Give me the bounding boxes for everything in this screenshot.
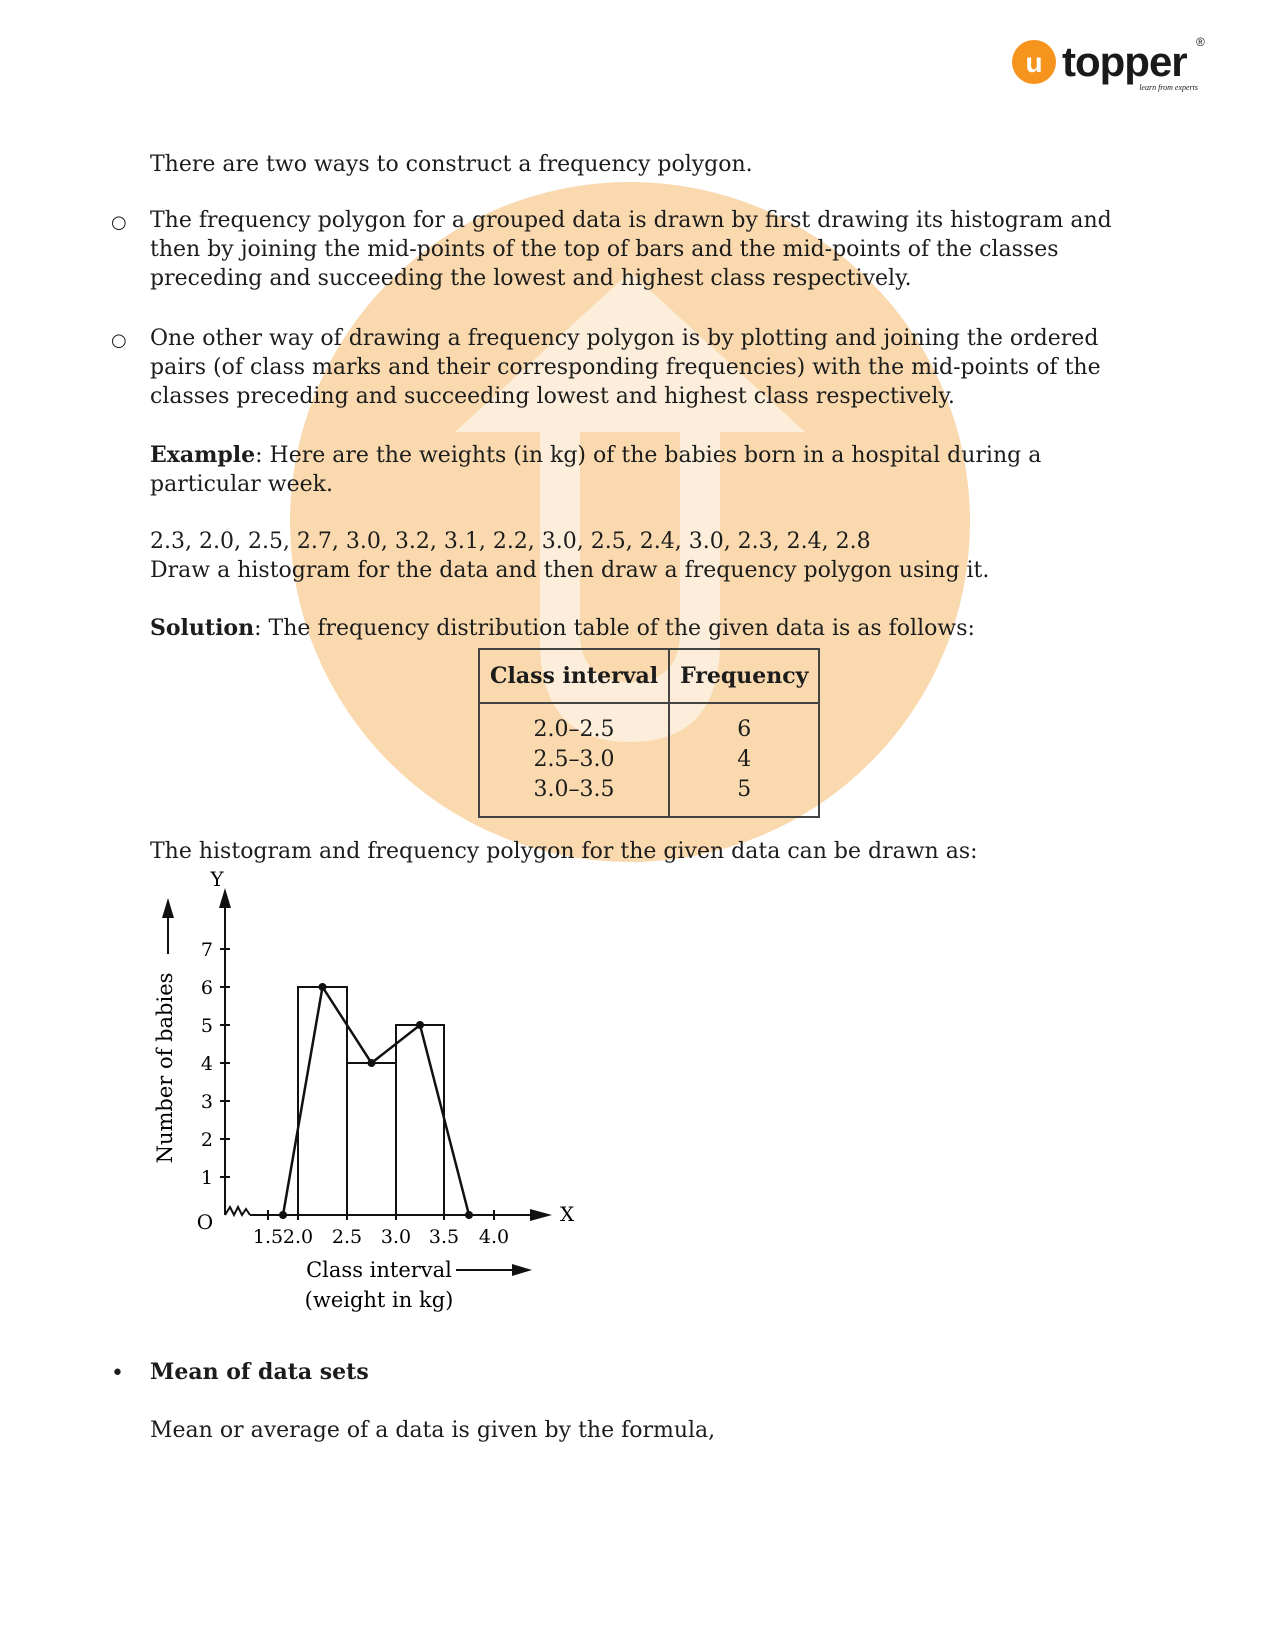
frequency-cell: 6 <box>737 717 752 742</box>
x-tick-label: 2.5 <box>331 1226 363 1248</box>
x-axis-sublabel: (weight in kg) <box>304 1288 454 1312</box>
solution-label: Solution <box>150 615 255 641</box>
y-tick-label: 5 <box>200 1015 213 1037</box>
x-axis-label: Class interval <box>306 1258 452 1282</box>
mean-text: Mean or average of a data is given by the formula, <box>150 1418 716 1443</box>
table-row <box>479 703 819 817</box>
way-one-text: The frequency polygon for a grouped data is drawn by first drawing its histogram and then by joining the mid-points of the top of bars and the mid-points of the classes preceding and succeeding the lowest and highest class respectively. <box>150 208 1112 291</box>
brand-mark-letter: u <box>1025 47 1043 78</box>
interval-cell: 2.5–3.0 <box>533 747 615 772</box>
polygon-point <box>465 1211 473 1219</box>
polygon-point <box>319 983 327 991</box>
y-tick-label: 1 <box>200 1167 213 1189</box>
x-tick-label: 3.5 <box>428 1226 460 1248</box>
data-values: 2.3, 2.0, 2.5, 2.7, 3.0, 3.2, 3.1, 2.2, 3.0, 2.5, 2.4, 3.0, 2.3, 2.4, 2.8 <box>150 529 871 554</box>
y-tick-label: 4 <box>200 1053 213 1075</box>
table-cell-frequencies <box>669 703 819 817</box>
y-tick-label: 2 <box>200 1129 213 1151</box>
histogram-chart <box>150 870 610 1340</box>
circle-bullet-icon: ○ <box>111 212 127 233</box>
brand-registered: ® <box>1196 35 1205 49</box>
origin-label: O <box>196 1210 214 1234</box>
y-axis-label: Number of babies <box>153 972 177 1164</box>
y-label-arrow-icon <box>162 898 174 918</box>
interval-cell: 2.0–2.5 <box>533 717 615 742</box>
polygon-point <box>368 1059 376 1067</box>
mean-heading <box>150 1358 369 1387</box>
brand-tagline: learn from experts <box>1139 83 1198 92</box>
table-cell-intervals <box>479 703 669 817</box>
y-tick-label: 6 <box>200 977 213 999</box>
y-axis-arrow-icon <box>219 888 231 908</box>
y-tick-label: 3 <box>200 1091 213 1113</box>
table-header-frequency: Frequency <box>669 649 819 703</box>
y-tick-label: 7 <box>200 939 213 961</box>
interval-cell: 3.0–3.5 <box>533 777 615 802</box>
mean-heading-text: Mean of data sets <box>150 1359 369 1385</box>
x-tick-label: 4.0 <box>478 1226 510 1248</box>
frequency-cell: 5 <box>737 777 752 802</box>
solution-text: : The frequency distribution table of the given data is as follows: <box>254 616 975 641</box>
histogram-caption: The histogram and frequency polygon for the given data can be drawn as: <box>150 839 978 864</box>
y-axis-letter: Y <box>210 870 224 891</box>
table-header-row <box>479 649 819 703</box>
x-axis-letter: X <box>560 1202 575 1226</box>
x-tick-label: 2.0 <box>282 1226 314 1248</box>
example-label: Example <box>150 442 256 468</box>
brand-name: topper <box>1062 38 1187 85</box>
frequency-table <box>478 648 820 818</box>
x-tick-label: 3.0 <box>380 1226 412 1248</box>
intro-text: There are two ways to construct a frequency polygon. <box>150 152 753 177</box>
example-text: : Here are the weights (in kg) of the babies born in a hospital during a particular week. <box>150 443 1042 497</box>
frequency-polygon-line <box>283 987 469 1215</box>
polygon-point <box>416 1021 424 1029</box>
draw-instruction: Draw a histogram for the data and then draw a frequency polygon using it. <box>150 558 990 583</box>
frequency-cell: 4 <box>737 747 752 772</box>
x-tick-label: 1.5 <box>252 1226 284 1248</box>
histogram-bar <box>347 1063 396 1215</box>
x-label-arrow-icon <box>512 1264 532 1276</box>
histogram-bar <box>396 1025 444 1215</box>
example-paragraph <box>150 441 1120 499</box>
polygon-point <box>279 1211 287 1219</box>
dot-bullet-icon: • <box>111 1361 124 1386</box>
way-two-text: One other way of drawing a frequency polygon is by plotting and joining the ordered pairs (of class marks and their corresponding frequencies) with the mid-points of the classes preceding and succeeding lowest and highest class respectively. <box>150 326 1101 409</box>
x-axis-arrow-icon <box>530 1209 552 1221</box>
brand-logo <box>1012 30 1212 100</box>
histogram-bar <box>298 987 347 1215</box>
solution-paragraph <box>150 614 975 643</box>
axis-break-zigzag <box>225 1207 250 1215</box>
table-header-class: Class interval <box>479 649 669 703</box>
circle-bullet-icon: ○ <box>111 330 127 351</box>
